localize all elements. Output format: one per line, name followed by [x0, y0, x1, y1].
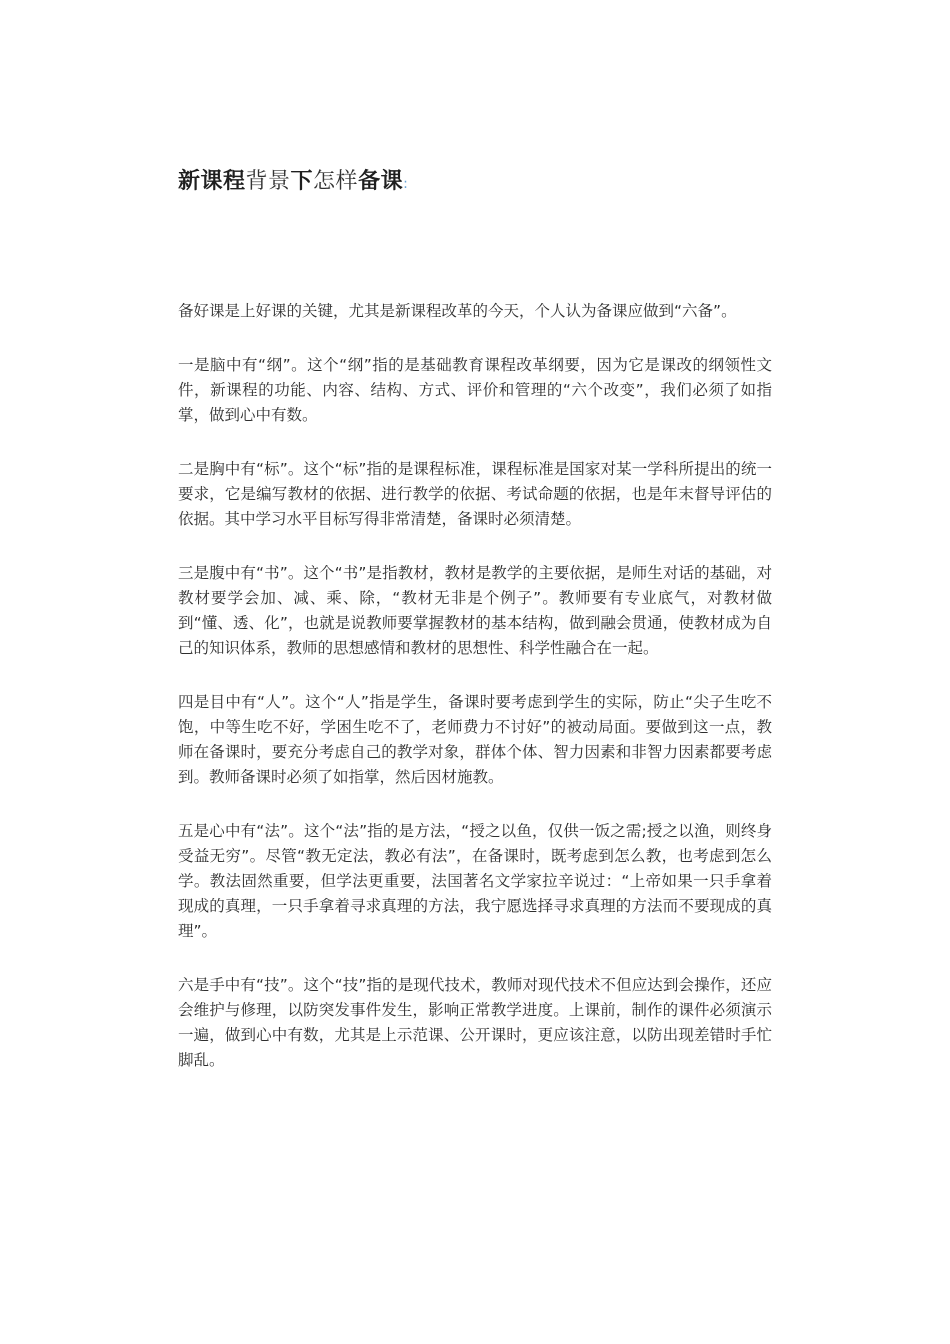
- title-part-3: 下: [290, 169, 314, 194]
- title-part-4: 怎样: [313, 169, 359, 194]
- paragraph-6: 六是手中有“技”。这个“技”指的是现代技术，教师对现代技术不但应达到会操作，还应会维护与修理，以防突发事件发生，影响正常教学进度。上课前，制作的课件必须演示一遍，做到心中有数，尤其是上示范课、公开课时，更应该注意，以防出现差错时手忙脚乱。: [178, 976, 772, 1069]
- paragraph-2: 二是胸中有“标”。这个“标”指的是课程标准，课程标准是国家对某一学科所提出的统一要求，它是编写教材的依据、进行教学的依据、考试命题的依据，也是年末督导评估的依据。其中学习水平目标写得非常清楚，备课时必须清楚。: [178, 460, 772, 528]
- paragraph-3: 三是腹中有“书”。这个“书”是指教材，教材是教学的主要依据，是师生对话的基础，对教材要学会加、减、乘、除，“教材无非是个例子”。教师要有专业底气，对教材做到“懂、透、化”，也就是说教师要掌握教材的基本结构，做到融会贯通，使教材成为自己的知识体系，教师的思想感情和教材的思想性、科学性融合在一起。: [178, 564, 772, 657]
- paragraph-1: 一是脑中有“纲”。这个“纲”指的是基础教育课程改革纲要，因为它是课改的纲领性文件，新课程的功能、内容、结构、方式、评价和管理的“六个改变”，我们必须了如指掌，做到心中有数。: [178, 356, 772, 424]
- title-part-2: 背景: [245, 169, 291, 194]
- paragraph-intro: 备好课是上好课的关键，尤其是新课程改革的今天，个人认为备课应做到“六备”。: [178, 302, 737, 320]
- title-colon: :: [403, 176, 409, 192]
- paragraph-5: 五是心中有“法”。这个“法”指的是方法，“授之以鱼，仅供一饭之需;授之以渔，则终身受益无穷”。尽管“教无定法，教必有法”，在备课时，既考虑到怎么教，也考虑到怎么学。教法固然重要，但学法更重要，法国著名文学家拉辛说过：“上帝如果一只手拿着现成的真理，一只手拿着寻求真理的方法，我宁愿选择寻求真理的方法而不要现成的真理”。: [178, 822, 772, 940]
- title-part-5: 备课: [358, 169, 404, 194]
- document-title: [178, 166, 408, 200]
- paragraph-4: 四是目中有“人”。这个“人”指是学生，备课时要考虑到学生的实际，防止“尖子生吃不饱，中等生吃不好，学困生吃不了，老师费力不讨好”的被动局面。要做到这一点，教师在备课时，要充分考虑自己的教学对象，群体个体、智力因素和非智力因素都要考虑到。教师备课时必须了如指掌，然后因材施教。: [178, 693, 772, 786]
- title-part-1: 新课程: [178, 169, 246, 194]
- document-body: [178, 299, 772, 1102]
